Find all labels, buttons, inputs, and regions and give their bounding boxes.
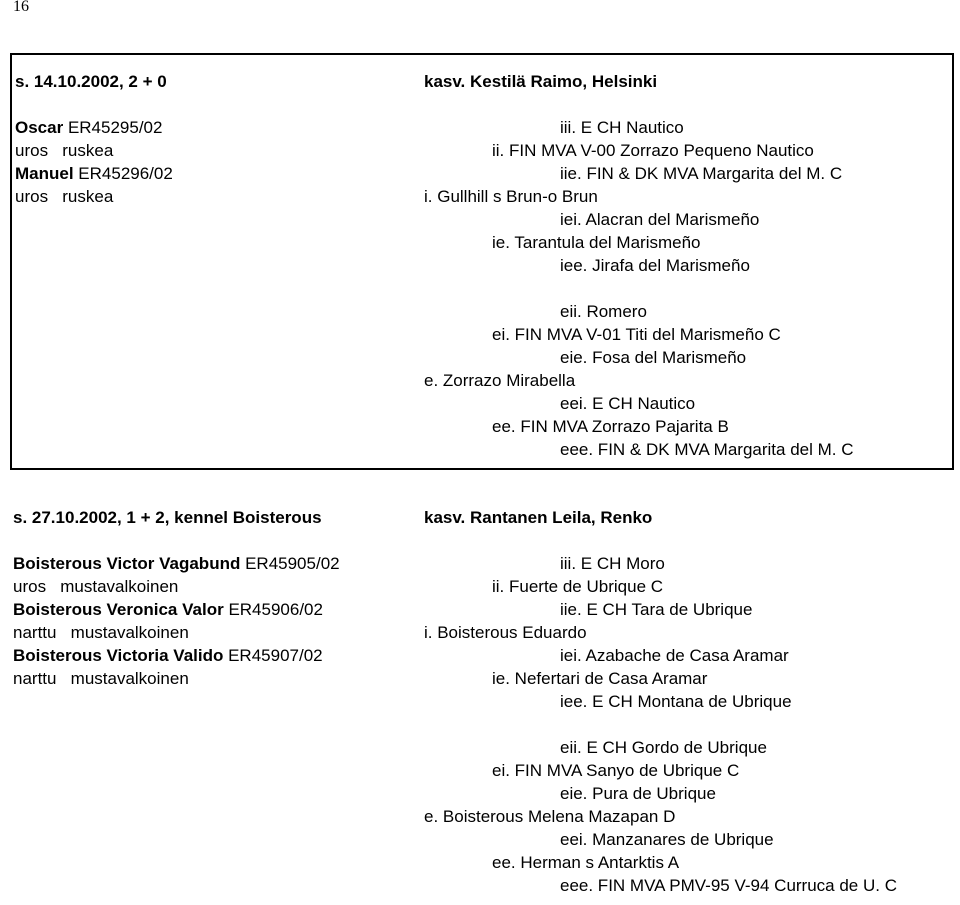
litter2-puppy-2 — [13, 600, 323, 620]
litter1-puppy-2-info — [15, 187, 113, 207]
puppy-sex: uros — [15, 187, 49, 206]
puppy-name: Boisterous Veronica Valor — [13, 600, 224, 619]
litter2-pedigree-ei: ei. FIN MVA Sanyo de Ubrique C — [492, 761, 740, 780]
litter2-pedigree-ee: ee. Herman s Antarktis A — [492, 853, 680, 872]
litter2-puppy-3-info — [13, 669, 189, 689]
litter1-pedigree-iii: iii. E CH Nautico — [560, 118, 684, 137]
puppy-reg: ER45295/02 — [67, 118, 163, 137]
litter1-pedigree-ee: ee. FIN MVA Zorrazo Pajarita B — [492, 417, 729, 436]
litter1-pedigree-ii: ii. FIN MVA V-00 Zorrazo Pequeno Nautico — [492, 141, 814, 160]
litter2-pedigree-iee: iee. E CH Montana de Ubrique — [560, 692, 792, 711]
litter1-pedigree-eii: eii. Romero — [560, 302, 647, 321]
litter1-puppy-1 — [15, 118, 162, 138]
litter2-puppy-2-info — [13, 623, 189, 643]
litter1-pedigree-e: e. Zorrazo Mirabella — [424, 371, 576, 390]
litter1-puppy-2 — [15, 164, 173, 184]
page-number: 16 — [13, 0, 29, 15]
litter2-pedigree-eii: eii. E CH Gordo de Ubrique — [560, 738, 767, 757]
litter2-pedigree-iei: iei. Azabache de Casa Aramar — [560, 646, 789, 665]
litter2-pedigree-iie: iie. E CH Tara de Ubrique — [560, 600, 753, 619]
puppy-color: ruskea — [62, 141, 114, 160]
puppy-color: mustavalkoinen — [70, 623, 189, 642]
puppy-sex: uros — [15, 141, 49, 160]
litter2-pedigree-eei: eei. Manzanares de Ubrique — [560, 830, 774, 849]
puppy-sex: narttu — [13, 623, 57, 642]
litter1-pedigree-eie: eie. Fosa del Marismeño — [560, 348, 747, 367]
litter2-header-date: s. 27.10.2002, 1 + 2, kennel Boisterous — [13, 508, 322, 527]
puppy-name: Boisterous Victor Vagabund — [13, 554, 241, 573]
puppy-reg: ER45296/02 — [78, 164, 173, 183]
litter1-box — [10, 53, 954, 470]
puppy-color: ruskea — [62, 187, 114, 206]
litter2-pedigree-ii: ii. Fuerte de Ubrique C — [492, 577, 664, 596]
litter2-pedigree-e: e. Boisterous Melena Mazapan D — [424, 807, 676, 826]
litter2-pedigree-eee: eee. FIN MVA PMV-95 V-94 Curruca de U. C — [560, 876, 897, 895]
puppy-color: mustavalkoinen — [60, 577, 179, 596]
litter1-pedigree-ie: ie. Tarantula del Marismeño — [492, 233, 701, 252]
litter2-puppy-1 — [13, 554, 340, 574]
litter1-pedigree-eee: eee. FIN & DK MVA Margarita del M. C — [560, 440, 854, 459]
litter2-pedigree-i: i. Boisterous Eduardo — [424, 623, 587, 642]
puppy-reg: ER45905/02 — [245, 554, 340, 573]
litter1-header-breeder: kasv. Kestilä Raimo, Helsinki — [424, 72, 658, 91]
puppy-color: mustavalkoinen — [70, 669, 189, 688]
litter2-puppy-3 — [13, 646, 323, 666]
puppy-reg: ER45907/02 — [228, 646, 323, 665]
litter1-pedigree-ei: ei. FIN MVA V-01 Titi del Marismeño C — [492, 325, 781, 344]
litter1-header-date: s. 14.10.2002, 2 + 0 — [15, 72, 167, 91]
litter1-pedigree-eei: eei. E CH Nautico — [560, 394, 696, 413]
litter2-header-breeder: kasv. Rantanen Leila, Renko — [424, 508, 653, 527]
litter1-pedigree-iei: iei. Alacran del Marismeño — [560, 210, 760, 229]
puppy-name: Boisterous Victoria Valido — [13, 646, 224, 665]
puppy-reg: ER45906/02 — [228, 600, 323, 619]
litter2-pedigree-iii: iii. E CH Moro — [560, 554, 665, 573]
puppy-name: Manuel — [15, 164, 74, 183]
litter1-pedigree-iee: iee. Jirafa del Marismeño — [560, 256, 750, 275]
litter1-pedigree-iie: iie. FIN & DK MVA Margarita del M. C — [560, 164, 843, 183]
puppy-name: Oscar — [15, 118, 64, 137]
puppy-sex: narttu — [13, 669, 57, 688]
litter2-pedigree-eie: eie. Pura de Ubrique — [560, 784, 716, 803]
litter2-puppy-1-info — [13, 577, 178, 597]
puppy-sex: uros — [13, 577, 47, 596]
litter1-pedigree-i: i. Gullhill s Brun-o Brun — [424, 187, 598, 206]
litter1-puppy-1-info — [15, 141, 113, 161]
litter2-pedigree-ie: ie. Nefertari de Casa Aramar — [492, 669, 708, 688]
